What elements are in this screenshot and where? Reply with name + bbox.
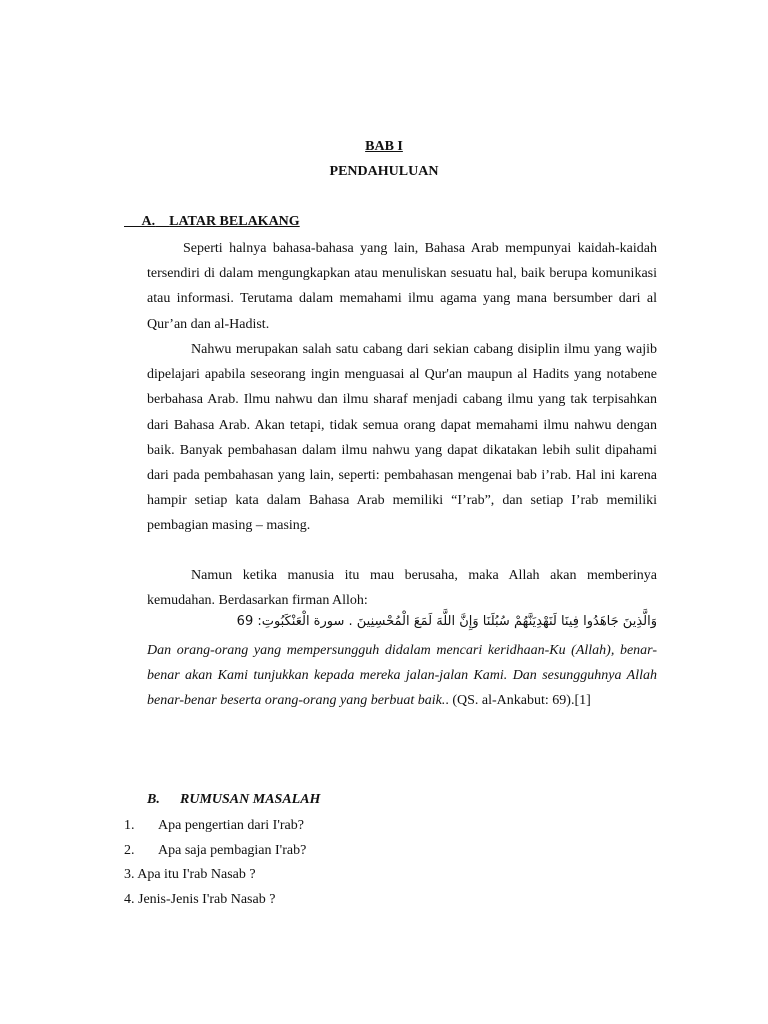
list-item-text: Apa saja pembagian I'rab? <box>158 843 307 858</box>
list-item-number: 1. <box>124 818 135 833</box>
list-item-text: Jenis-Jenis I'rab Nasab ? <box>138 892 276 907</box>
list-item <box>124 842 306 860</box>
list-item <box>124 891 275 909</box>
list-item-text: Apa itu I'rab Nasab ? <box>137 867 256 882</box>
list-item <box>124 817 304 835</box>
arabic-verse: وَالَّذِينَ جَاهَدُوا فِينَا لَنَهْدِيَنَّهُمْ سُبُلَنَا وَإِنَّ اللَّهَ لَمَعَ الْمُحْسِنِينَ . سورة الْعَنْكَبُوتِ: 69 <box>236 614 657 629</box>
translation-text: Dan orang-orang yang mempersungguh didalam mencari keridhaan-Ku (Allah), benar-benar akan Kami tunjukkan kepada mereka jalan-jalan Kami. Dan sesungguhnya Allah benar-benar beserta orang-orang yang berbuat baik. <box>147 643 657 709</box>
paragraph-2: Nahwu merupakan salah satu cabang dari sekian cabang disiplin ilmu yang wajib dipelajari apabila seseorang ingin menguasai al Qur'an maupun al Hadits yang notabene berbahasa Arab. Ilmu nahwu dan ilmu sharaf menjadi cabang ilmu yang tak terpisahkan dari Bahasa Arab. Akan tetapi, tidak semua orang dapat memahami ilmu nahwu dengan baik. Banyak pembahasan dalam ilmu nahwu yang dapat dikatakan lebih sulit dipahami dari pada pembahasan yang lain, seperti: pembahasan mengenai bab i’rab. Hal ini karena hampir setiap kata dalam Bahasa Arab memiliki “I’rab”, dan setiap I’rab memiliki pembagian masing – masing. <box>147 342 657 534</box>
chapter-heading: BAB I <box>365 139 403 154</box>
paragraph-1: Seperti halnya bahasa-bahasa yang lain, Bahasa Arab mempunyai kaidah-kaidah tersendiri di dalam mengungkapkan atau menuliskan sesuatu hal, baik berupa komunikasi atau informasi. Terutama dalam memahami ilmu agama yang mana bersumber dari al Qur’an dan al-Hadist. <box>147 241 657 332</box>
translation-reference: . (QS. al-Ankabut: 69).[1] <box>445 693 591 709</box>
section-a-title: LATAR BELAKANG <box>169 214 300 229</box>
list-item-number: 4. <box>124 892 135 907</box>
list-item <box>124 866 256 884</box>
section-b-number: B. <box>147 792 160 807</box>
section-a-number: A. <box>141 214 156 229</box>
list-item-text: Apa pengertian dari I'rab? <box>158 818 304 833</box>
section-a-heading <box>124 213 300 231</box>
verse-translation <box>147 638 657 714</box>
section-b-title: RUMUSAN MASALAH <box>180 792 321 807</box>
chapter-title: PENDAHULUAN <box>329 164 439 179</box>
section-b-heading <box>147 791 320 809</box>
paragraph-3: Namun ketika manusia itu mau berusaha, maka Allah akan memberinya kemudahan. Berdasarkan firman Alloh: <box>147 568 657 609</box>
list-item-number: 2. <box>124 843 135 858</box>
list-item-number: 3. <box>124 867 135 882</box>
